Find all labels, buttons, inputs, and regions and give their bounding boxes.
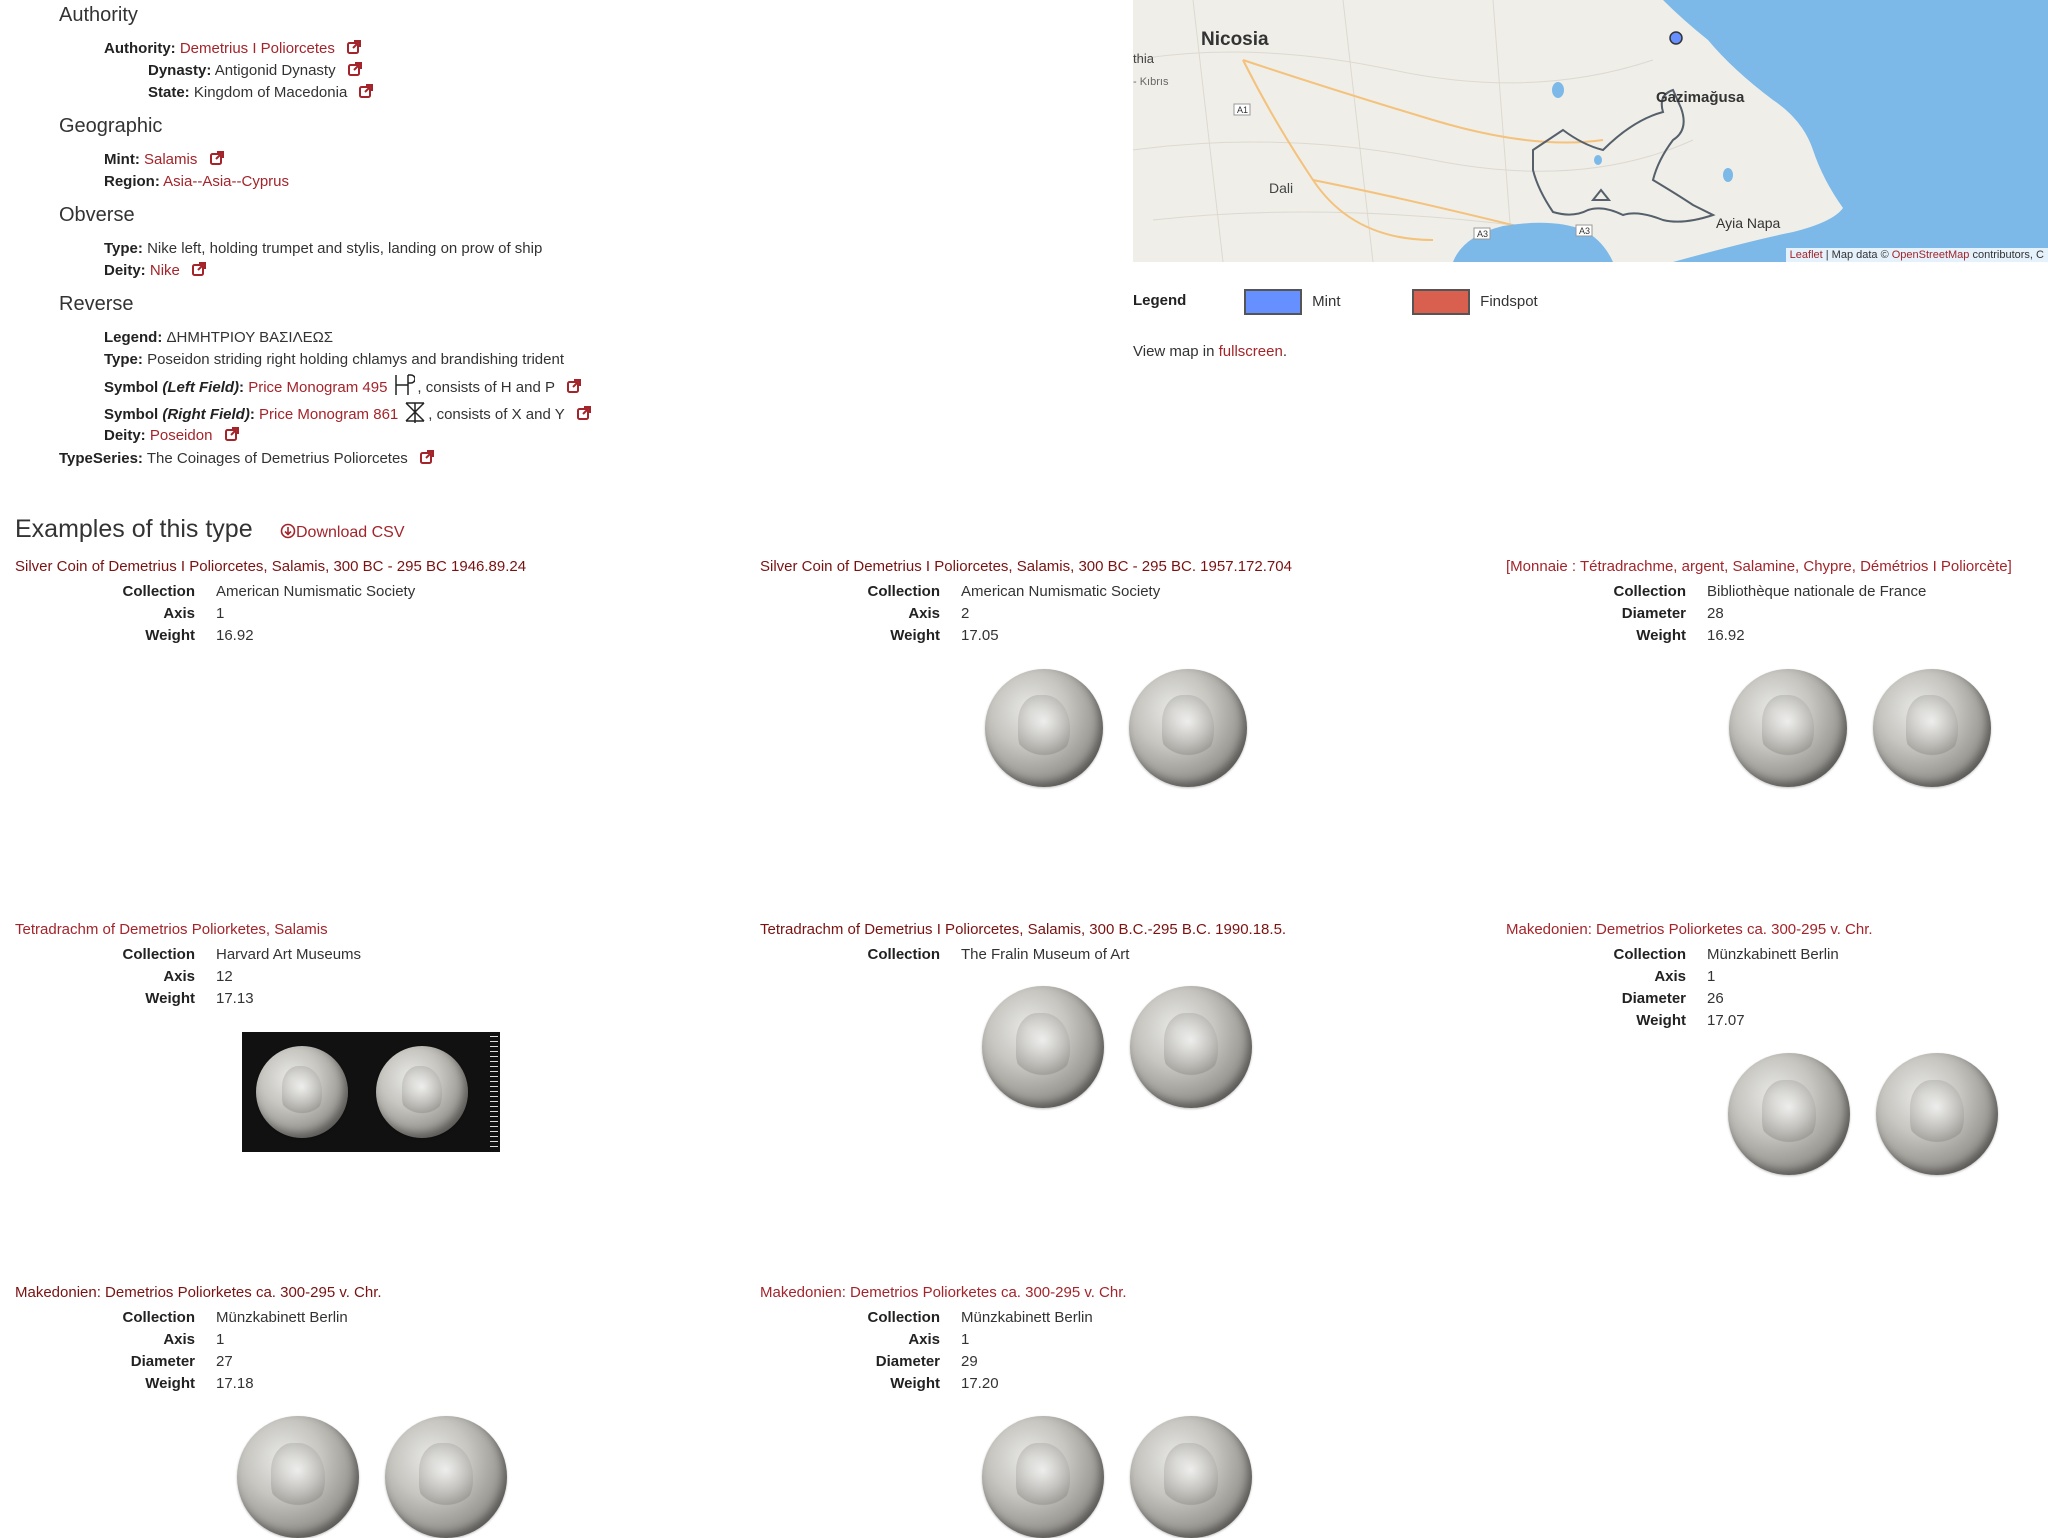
road-label: A3 bbox=[1477, 229, 1489, 239]
coin-obverse-image[interactable] bbox=[982, 1416, 1104, 1538]
authority-row bbox=[104, 39, 361, 59]
dynasty-label: Dynasty: bbox=[148, 62, 212, 79]
obverse-deity-row bbox=[104, 261, 206, 281]
osm-link[interactable]: OpenStreetMap bbox=[1891, 249, 1970, 261]
field-label: Collection bbox=[867, 583, 940, 600]
example-title-link[interactable]: Silver Coin of Demetrius I Poliorcetes, Salamis, 300 BC - 295 BC. 1957.172.704 bbox=[760, 558, 1292, 575]
field-label: Collection bbox=[1613, 583, 1686, 600]
typeseries-row bbox=[59, 449, 434, 469]
symbol-field: (Left Field) bbox=[162, 379, 240, 396]
coin-obverse-image[interactable] bbox=[985, 669, 1103, 787]
external-link-icon[interactable] bbox=[348, 62, 362, 76]
coin-obverse-image[interactable] bbox=[256, 1046, 348, 1138]
collection-link[interactable]: American Numismatic Society bbox=[216, 583, 416, 600]
map-label: - Kıbrıs bbox=[1133, 76, 1169, 88]
field-value: 16.92 bbox=[216, 627, 254, 644]
collection-link[interactable]: Münzkabinett Berlin bbox=[1707, 946, 1839, 963]
coin-images[interactable] bbox=[242, 1032, 500, 1152]
example-card bbox=[15, 920, 735, 1007]
typeseries-label: TypeSeries: bbox=[59, 450, 143, 467]
field-value: 26 bbox=[1707, 990, 1724, 1007]
collection-link[interactable]: Münzkabinett Berlin bbox=[216, 1309, 348, 1326]
state-row bbox=[148, 83, 373, 103]
field-label: Weight bbox=[890, 627, 940, 644]
coin-obverse-image[interactable] bbox=[1729, 669, 1847, 787]
coin-reverse-image[interactable] bbox=[1873, 669, 1991, 787]
findspot-legend-label: Findspot bbox=[1480, 293, 1538, 310]
example-card bbox=[1506, 557, 2048, 644]
monogram-861-icon bbox=[404, 400, 426, 424]
state-value: Kingdom of Macedonia bbox=[193, 84, 348, 101]
field-label: Axis bbox=[163, 605, 195, 622]
leaflet-link[interactable]: Leaflet bbox=[1789, 249, 1823, 261]
view-map-prefix: View map in bbox=[1133, 343, 1219, 360]
coin-reverse-image[interactable] bbox=[1876, 1053, 1998, 1175]
field-label: Weight bbox=[1636, 627, 1686, 644]
field-value: 17.20 bbox=[961, 1375, 999, 1392]
authority-label: Authority: bbox=[104, 40, 176, 57]
view-map bbox=[1133, 342, 1287, 362]
example-title-link[interactable]: Tetradrachm of Demetrios Poliorketes, Salamis bbox=[15, 921, 328, 938]
example-card bbox=[760, 1283, 1480, 1392]
field-label: Collection bbox=[1613, 946, 1686, 963]
region-link[interactable]: Asia--Asia--Cyprus bbox=[163, 173, 290, 190]
example-title-link[interactable]: Silver Coin of Demetrius I Poliorcetes, Salamis, 300 BC - 295 BC 1946.89.24 bbox=[15, 558, 527, 575]
symbol-desc: , consists of X and Y bbox=[428, 406, 565, 423]
mint-legend-label: Mint bbox=[1312, 293, 1341, 310]
field-value: 16.92 bbox=[1707, 627, 1745, 644]
symbol-label: Symbol bbox=[104, 406, 163, 423]
example-title-link[interactable]: Makedonien: Demetrios Poliorketes ca. 300-295 v. Chr. bbox=[1506, 921, 1873, 938]
state-label: State: bbox=[148, 84, 190, 101]
map-label: Nicosia bbox=[1201, 29, 1269, 50]
field-label: Weight bbox=[145, 627, 195, 644]
field-label: Collection bbox=[122, 1309, 195, 1326]
price-monogram-861-link[interactable]: Price Monogram 861 bbox=[259, 406, 399, 423]
field-label: Diameter bbox=[1621, 605, 1686, 622]
coin-reverse-image[interactable] bbox=[1129, 669, 1247, 787]
legend-title: Legend bbox=[1133, 292, 1187, 309]
map[interactable] bbox=[1133, 0, 2048, 262]
coin-reverse-image[interactable] bbox=[1130, 986, 1252, 1108]
symbol-colon: : bbox=[239, 379, 245, 396]
scale-ruler bbox=[490, 1036, 498, 1148]
field-value: 12 bbox=[216, 968, 233, 985]
example-card bbox=[15, 1283, 735, 1392]
mint-link[interactable]: Salamis bbox=[144, 151, 198, 168]
download-csv[interactable] bbox=[280, 523, 405, 543]
legend bbox=[1133, 291, 1186, 311]
field-label: Collection bbox=[867, 1309, 940, 1326]
example-title-link[interactable]: Makedonien: Demetrios Poliorketes ca. 300-295 v. Chr. bbox=[760, 1284, 1127, 1301]
field-label: Weight bbox=[1636, 1012, 1686, 1029]
reverse-legend-row bbox=[104, 328, 333, 348]
field-label: Weight bbox=[890, 1375, 940, 1392]
external-link-icon[interactable] bbox=[567, 379, 581, 393]
field-label: Collection bbox=[867, 946, 940, 963]
symbol-left-row bbox=[104, 373, 581, 398]
field-label: Collection bbox=[122, 583, 195, 600]
reverse-deity-link[interactable]: Poseidon bbox=[149, 427, 213, 444]
reverse-heading: Reverse bbox=[59, 293, 134, 315]
obverse-type-value: Nike left, holding trumpet and stylis, landing on prow of ship bbox=[147, 240, 543, 257]
mint-marker[interactable] bbox=[1670, 32, 1682, 44]
obverse-heading: Obverse bbox=[59, 204, 135, 226]
price-monogram-495-link[interactable]: Price Monogram 495 bbox=[248, 379, 388, 396]
obverse-type-label: Type: bbox=[104, 240, 143, 257]
field-value: 1 bbox=[961, 1331, 970, 1348]
reverse-legend-value: ΔΗΜΗΤΡΙΟΥ ΒΑΣΙΛΕΩΣ bbox=[166, 329, 334, 346]
region-label: Region: bbox=[104, 173, 160, 190]
geographic-heading: Geographic bbox=[59, 115, 163, 137]
legend-findspot bbox=[1412, 289, 1538, 315]
symbol-right-row bbox=[104, 400, 591, 425]
collection-link[interactable]: Münzkabinett Berlin bbox=[961, 1309, 1093, 1326]
example-card bbox=[1506, 920, 2048, 1029]
download-icon[interactable] bbox=[280, 523, 296, 539]
legend-mint bbox=[1244, 289, 1341, 315]
reverse-legend-label: Legend: bbox=[104, 329, 163, 346]
obverse-deity-link[interactable]: Nike bbox=[149, 262, 180, 279]
map-label: thia bbox=[1133, 51, 1154, 66]
collection-link[interactable]: The Fralin Museum of Art bbox=[961, 946, 1130, 963]
collection-link[interactable]: Bibliothèque nationale de France bbox=[1707, 583, 1927, 600]
example-title-link[interactable]: [Monnaie : Tétradrachme, argent, Salamine, Chypre, Démétrios I Poliorcète] bbox=[1506, 558, 2012, 575]
download-csv-link[interactable]: Download CSV bbox=[296, 524, 405, 541]
example-title-link[interactable]: Makedonien: Demetrios Poliorketes ca. 300-295 v. Chr. bbox=[15, 1284, 382, 1301]
example-card bbox=[760, 557, 1480, 644]
dynasty-row bbox=[148, 61, 362, 81]
attribution-text: contributors, C bbox=[1969, 249, 2044, 261]
field-value: 17.07 bbox=[1707, 1012, 1745, 1029]
symbol-colon: : bbox=[249, 406, 255, 423]
field-value: 2 bbox=[961, 605, 970, 622]
map-label: Gazimağusa bbox=[1656, 89, 1745, 106]
symbol-label: Symbol bbox=[104, 379, 163, 396]
attribution-text: | Map data © bbox=[1822, 249, 1892, 261]
mint-swatch bbox=[1244, 289, 1302, 315]
external-link-icon[interactable] bbox=[210, 151, 224, 165]
field-value: 1 bbox=[216, 605, 225, 622]
field-label: Axis bbox=[163, 968, 195, 985]
field-label: Axis bbox=[163, 1331, 195, 1348]
field-value: 17.18 bbox=[216, 1375, 254, 1392]
external-link-icon[interactable] bbox=[225, 427, 239, 441]
examples-heading: Examples of this type bbox=[15, 515, 253, 543]
external-link-icon[interactable] bbox=[577, 406, 591, 420]
field-label: Diameter bbox=[1621, 990, 1686, 1007]
authority-link[interactable]: Demetrius I Poliorcetes bbox=[179, 40, 335, 57]
road-label: A3 bbox=[1579, 226, 1591, 236]
road-label: A1 bbox=[1237, 105, 1249, 115]
field-value: 28 bbox=[1707, 605, 1724, 622]
map-attribution bbox=[1786, 248, 2048, 262]
example-card bbox=[760, 920, 1480, 963]
example-card bbox=[15, 557, 735, 644]
coin-obverse-image[interactable] bbox=[237, 1416, 359, 1538]
findspot-swatch bbox=[1412, 289, 1470, 315]
external-link-icon[interactable] bbox=[192, 262, 206, 276]
coin-reverse-image[interactable] bbox=[376, 1046, 468, 1138]
dynasty-value: Antigonid Dynasty bbox=[214, 62, 336, 79]
field-label: Axis bbox=[1654, 968, 1686, 985]
obverse-type-row bbox=[104, 239, 542, 259]
field-label: Weight bbox=[145, 990, 195, 1007]
monogram-495-icon bbox=[393, 373, 415, 397]
fullscreen-link[interactable]: fullscreen bbox=[1218, 343, 1283, 360]
external-link-icon[interactable] bbox=[347, 40, 361, 54]
coin-reverse-image[interactable] bbox=[1130, 1416, 1252, 1538]
collection-link[interactable]: American Numismatic Society bbox=[961, 583, 1161, 600]
field-label: Collection bbox=[122, 946, 195, 963]
external-link-icon[interactable] bbox=[420, 450, 434, 464]
view-map-suffix: . bbox=[1282, 343, 1287, 360]
field-value: 17.13 bbox=[216, 990, 254, 1007]
reverse-type-label: Type: bbox=[104, 351, 143, 368]
coin-obverse-image[interactable] bbox=[1728, 1053, 1850, 1175]
reverse-deity-row bbox=[104, 426, 239, 446]
field-label: Diameter bbox=[875, 1353, 940, 1370]
map-label: Ayia Napa bbox=[1716, 215, 1781, 231]
field-label: Weight bbox=[145, 1375, 195, 1392]
reverse-deity-label: Deity: bbox=[104, 427, 146, 444]
mint-row bbox=[104, 150, 224, 170]
field-value: 17.05 bbox=[961, 627, 999, 644]
field-label: Diameter bbox=[130, 1353, 195, 1370]
coin-obverse-image[interactable] bbox=[982, 986, 1104, 1108]
map-canvas[interactable] bbox=[1133, 0, 2048, 262]
field-label: Axis bbox=[908, 1331, 940, 1348]
symbol-field: (Right Field) bbox=[162, 406, 250, 423]
collection-link[interactable]: Harvard Art Museums bbox=[216, 946, 362, 963]
field-value: 27 bbox=[216, 1353, 233, 1370]
example-title-link[interactable]: Tetradrachm of Demetrius I Poliorcetes, Salamis, 300 B.C.-295 B.C. 1990.18.5. bbox=[760, 921, 1287, 938]
reverse-type-value: Poseidon striding right holding chlamys and brandishing trident bbox=[147, 351, 564, 368]
authority-heading: Authority bbox=[59, 4, 138, 26]
external-link-icon[interactable] bbox=[359, 84, 373, 98]
symbol-desc: , consists of H and P bbox=[417, 379, 555, 396]
region-row bbox=[104, 172, 289, 192]
reverse-type-row bbox=[104, 350, 564, 370]
mint-label: Mint: bbox=[104, 151, 140, 168]
map-label: Dali bbox=[1269, 180, 1294, 196]
coin-reverse-image[interactable] bbox=[385, 1416, 507, 1538]
field-label: Axis bbox=[908, 605, 940, 622]
field-value: 29 bbox=[961, 1353, 978, 1370]
field-value: 1 bbox=[1707, 968, 1716, 985]
obverse-deity-label: Deity: bbox=[104, 262, 146, 279]
typeseries-value: The Coinages of Demetrius Poliorcetes bbox=[146, 450, 408, 467]
field-value: 1 bbox=[216, 1331, 225, 1348]
